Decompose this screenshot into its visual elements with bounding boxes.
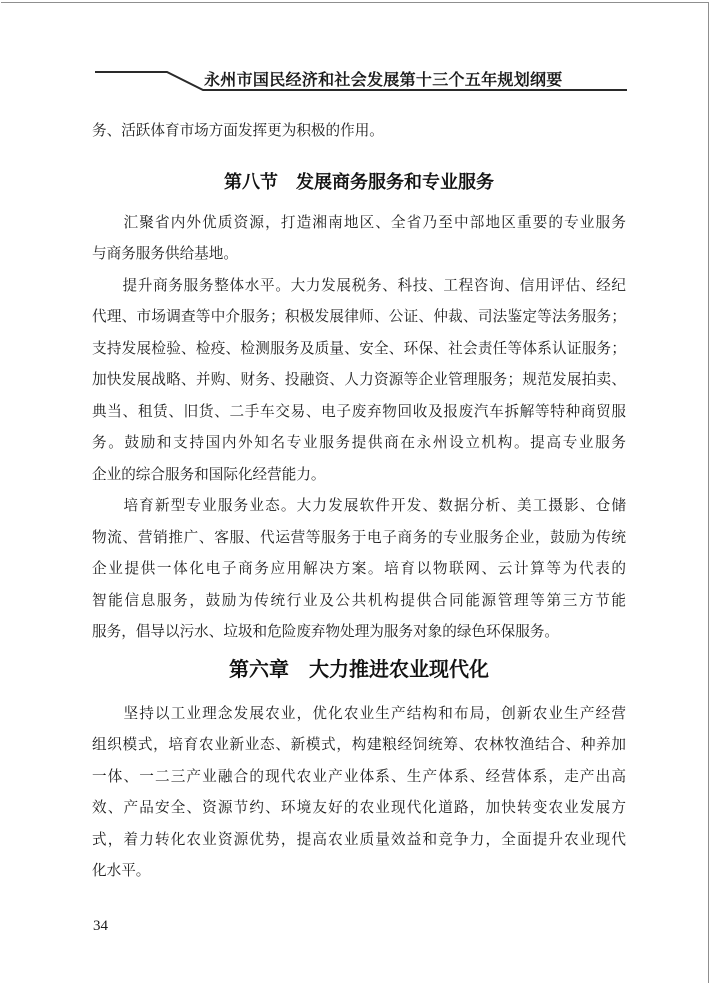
- paragraph: [92, 208, 626, 271]
- text-line: 组织模式，培育农业新业态、新模式，构建粮经饲统筹、农林牧渔结合、种养加: [92, 737, 626, 753]
- paragraph-continued: [92, 116, 626, 148]
- text-line: 代理、市场调查等中介服务；积极发展律师、公证、仲裁、司法鉴定等法务服务；: [92, 309, 626, 325]
- text-line: 智能信息服务，鼓励为传统行业及公共机构提供合同能源管理等第三方节能: [92, 592, 626, 609]
- text-line: 效、产品安全、资源节约、环境友好的农业现代化道路，加快转变农业发展方: [92, 800, 626, 816]
- text-line: 式，着力转化农业资源优势，提高农业质量效益和竞争力，全面提升农业现代: [92, 831, 626, 848]
- text-line: 务。鼓励和支持国内外知名专业服务提供商在永州设立机构。提高专业服务: [92, 435, 626, 451]
- paragraph: [92, 491, 626, 649]
- text-line: 提升商务服务整体水平。大力发展税务、科技、工程咨询、信用评估、经纪: [92, 277, 626, 294]
- page-content: [92, 116, 626, 888]
- page-border-right: [708, 2, 709, 983]
- text-line: 与商务服务供给基地。: [92, 246, 238, 262]
- section-heading: 第八节 发展商务服务和专业服务: [224, 171, 494, 192]
- paragraph: [92, 271, 626, 492]
- chapter-heading: 第六章 大力推进农业现代化: [229, 658, 489, 681]
- text-line: 企业提供一体化电子商务应用解决方案。培育以物联网、云计算等为代表的: [92, 561, 626, 577]
- text-line: 支持发展检验、检疫、检测服务及质量、安全、环保、社会责任等体系认证服务；: [92, 340, 626, 357]
- text-line: 物流、营销推广、客服、代运营等服务于电子商务的专业服务企业，鼓励为传统: [92, 529, 626, 546]
- text-line: 培育新型专业服务业态。大力发展软件开发、数据分析、美工摄影、仓储: [92, 498, 626, 514]
- text-line: 典当、租赁、旧货、二手车交易、电子废弃物回收及报废汽车拆解等特种商贸服: [92, 403, 626, 420]
- running-header-title: 永州市国民经济和社会发展第十三个五年规划纲要: [204, 72, 563, 89]
- text-line: 汇聚省内外优质资源，打造湘南地区、全省乃至中部地区重要的专业服务: [92, 214, 626, 231]
- text-line: 化水平。: [92, 863, 151, 879]
- paragraph: [92, 699, 626, 888]
- page-number: 34: [93, 918, 108, 934]
- text-line: 一体、一二三产业融合的现代农业产业体系、生产体系、经营体系，走产出高: [92, 768, 626, 785]
- text-line: 加快发展战略、并购、财务、投融资、人力资源等企业管理服务；规范发展拍卖、: [92, 372, 626, 388]
- text-line: 务、活跃体育市场方面发挥更为积极的作用。: [92, 123, 384, 139]
- text-line: 坚持以工业理念发展农业，优化农业生产结构和布局，创新农业生产经营: [92, 705, 626, 722]
- text-line: 企业的综合服务和国际化经营能力。: [92, 466, 326, 483]
- text-line: 服务，倡导以污水、垃圾和危险废弃物处理为服务对象的绿色环保服务。: [92, 624, 560, 640]
